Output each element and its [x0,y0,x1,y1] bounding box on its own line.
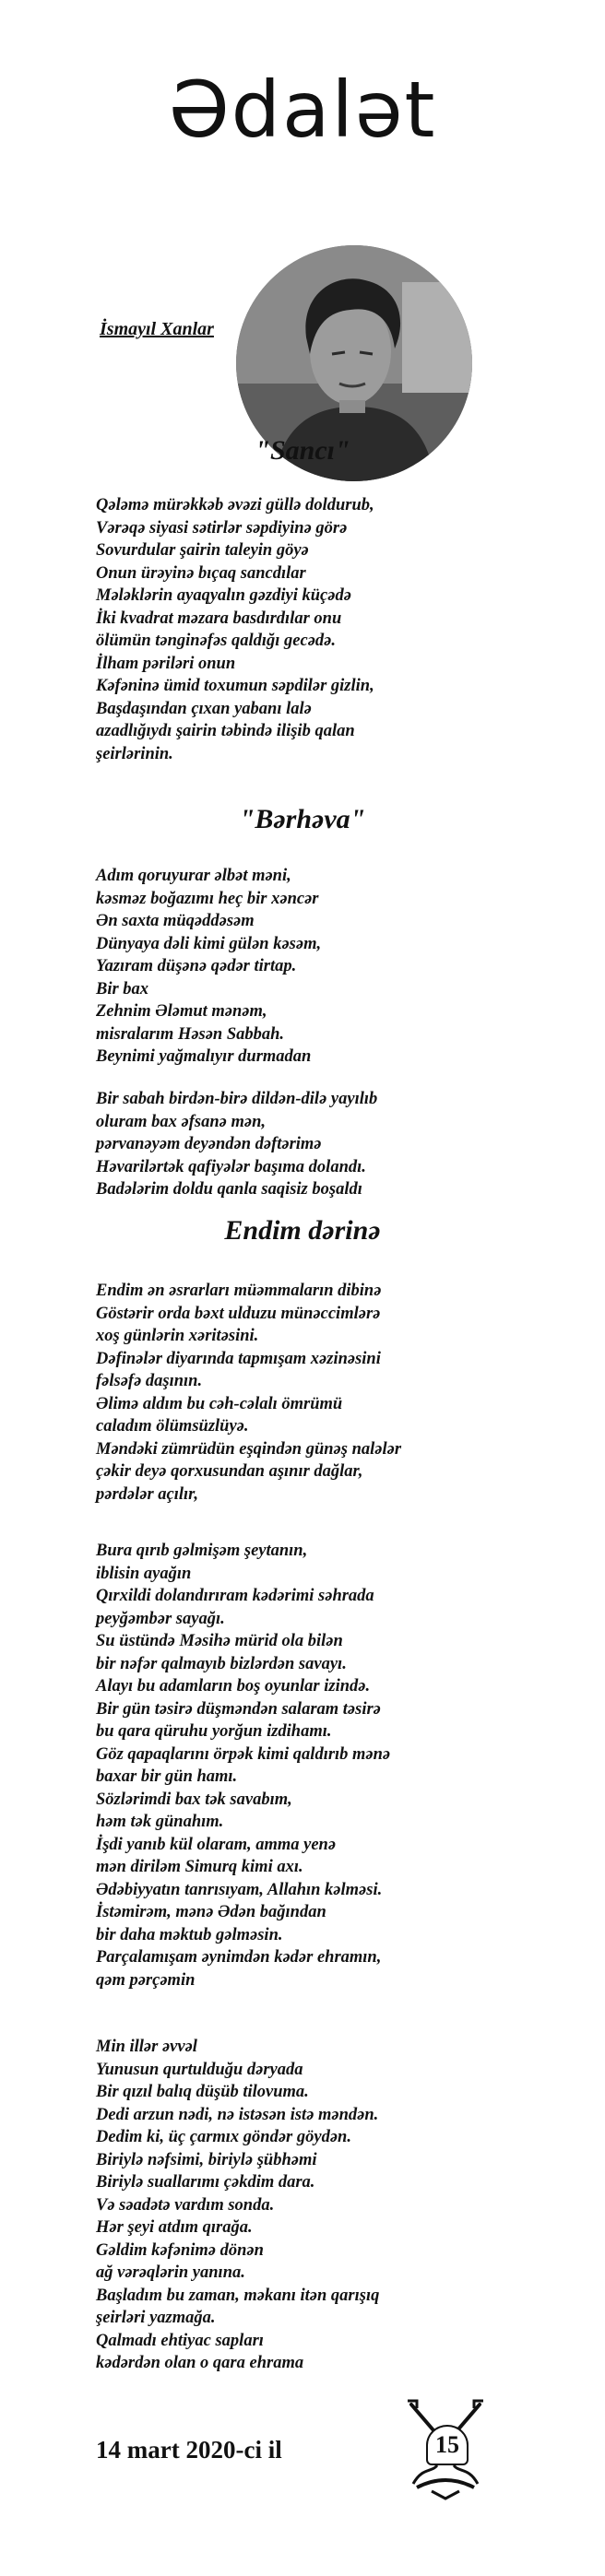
poem-line: İstəmirəm, mənə Ədən bağından [96,1903,326,1921]
poem-line: həm tək günahım. [96,1813,224,1831]
poem-line: Parçalamışam əynimdən kədər ehramın, [96,1948,382,1967]
poem-line: oluram bax əfsanə mən, [96,1112,266,1131]
poem-line: çəkir deyə qorxusundan aşınır dağlar, [96,1462,363,1481]
poem-line: şeirlərinin. [96,744,173,763]
poem-line: bir daha məktub gəlməsin. [96,1925,283,1944]
poem-line: Ədəbiyyatın tanrısıyam, Allahın kəlməsi. [96,1880,383,1899]
poem-line: mən diriləm Simurq kimi axı. [96,1858,303,1876]
poem-line: Başladım bu zaman, məkanı itən qarışıq [96,2286,380,2305]
poem-title-sanci: "Sancı" [255,435,350,466]
poem-line: Qırxildi dolandırıram kədərimi səhrada [96,1587,374,1605]
poem-line: azadlığıydı şairin təbində ilişib qalan [96,722,355,740]
poem-berheva-stanza-1 [96,865,321,1069]
poem-line: Yunusun qurtulduğu dəryada [96,2060,303,2079]
poem-line: Qalmadı ehtiyac sapları [96,2331,264,2350]
poem-line: ağ vərəqlərin yanına. [96,2263,245,2282]
poem-line: qəm pərçəmin [96,1970,196,1990]
poem-line: Biriylə nəfsimi, biriylə şübhəmi [96,2150,317,2169]
masthead-title: Ədalət [168,65,437,155]
poem-line: caladım ölümsüzlüyə. [96,1417,249,1436]
poem-line: ölümün tənginəfəs qaldığı gecədə. [96,632,337,650]
poem-line: Həvarilərtək qafiyələr başıma dolandı. [96,1157,366,1176]
poem-line: Min illər əvvəl [96,2038,197,2056]
poem-line: iblisin ayağın [96,1564,192,1583]
poem-line: Beynimi yağmalıyır durmadan [96,1047,312,1066]
poem-line: Vərəqə siyasi sətirlər səpdiyinə görə [96,518,348,538]
poem-line: Endim ən əsrarları müəmmaların dibinə [96,1282,382,1300]
poem-line: İlham pəriləri onun [96,654,236,673]
poem-line: Kəfəninə ümid toxumun səpdilər gizlin, [96,677,374,695]
poem-line: fəlsəfə daşının. [96,1372,203,1390]
poem-line: Bir sabah birdən-birə dildən-dilə yayılıb [96,1090,378,1108]
author-name: İsmayıl Xanlar [100,319,214,339]
issue-date: 14 mart 2020-ci il [96,2436,282,2464]
poem-line: pərdələr açılır, [96,1484,198,1504]
poem-line: Biriylə suallarımı çəkdim dara. [96,2173,315,2192]
poem-line: misralarım Həsən Sabbah. [96,1024,285,1044]
poem-line: xoş günlərin xəritəsini. [96,1327,259,1345]
poem-line: kəsməz boğazımı heç bir xəncər [96,889,319,908]
poem-line: İşdi yanıb kül olaram, amma yenə [96,1835,337,1854]
poem-line: Mələklərin ayaqyalın gəzdiyi küçədə [96,586,351,605]
poem-line: Zehnim Ələmut mənəm, [96,1002,267,1021]
poem-line: baxar bir gün hamı. [96,1767,238,1786]
poem-line: şeirləri yazmağa. [96,2309,216,2327]
poem-line: Bir gün təsirə düşməndən salaram təsirə [96,1699,381,1719]
poem-line: Bir bax [96,979,149,998]
poem-line: Dedim ki, üç çarmıx göndər göydən. [96,2128,351,2146]
poem-line: Sovurdular şairin taleyin göyə [96,541,309,560]
poem-line: Bura qırıb gəlmişəm şeytanın, [96,1542,308,1560]
poem-line: Su üstündə Məsihə mürid ola bilən [96,1632,343,1650]
poem-line: Dəfinələr diyarında tapmışam xəzinəsini [96,1349,381,1368]
poem-line: Yazıram düşənə qədər tirtap. [96,957,297,975]
poem-line: Dünyaya dəli kimi gülən kəsəm, [96,934,322,953]
poem-line: Başdaşından çıxan yabanı lalə [96,699,312,718]
poem-line: Və səadətə vardım sonda. [96,2195,275,2215]
poem-line: Gəldim kəfənimə dönən [96,2240,264,2260]
poem-line: Göstərir orda bəxt ulduzu münəccimlərə [96,1304,381,1323]
poem-line: Dedi arzun nədi, nə istəsən istə məndən. [96,2105,379,2124]
poem-line: bir nəfər qalmayıb bizlərdən savayı. [96,1654,347,1673]
poem-line: Hər şeyi atdım qırağa. [96,2218,253,2237]
poem-title-endim-derine: Endim dərinə [224,1215,381,1246]
poem-endim-stanza-1 [96,1280,401,1506]
poem-line: Ən saxta müqəddəsəm [96,912,255,930]
poem-berheva-stanza-2 [96,1088,377,1201]
poem-line: Məndəki zümrüdün eşqindən günəş nalələr [96,1439,402,1459]
poem-line: peyğəmbər sayağı. [96,1609,225,1628]
page-number: 15 [426,2425,469,2465]
poem-line: Alayı bu adamların boş oyunlar izində. [96,1677,371,1696]
poem-line: Sözlərimdi bax tək savabım, [96,1790,292,1809]
poem-line: Badələrim doldu qanla saqisiz boşaldı [96,1180,362,1199]
poem-line: İki kvadrat məzara basdırdılar onu [96,609,342,628]
poem-title-berheva: "Bərhəva" [239,804,366,834]
poem-line: Əlimə aldım bu cəh-cəlalı ömrümü [96,1394,343,1413]
poem-line: bu qara qüruhu yorğun izdihamı. [96,1722,332,1741]
poem-endim-stanza-3 [96,2036,379,2375]
poem-line: Adım qoruyurar əlbət məni, [96,867,291,885]
poem-line: kədərdən olan o qara ehrama [96,2354,304,2372]
poem-sanci-stanza-1 [96,494,374,765]
poem-line: Göz qapaqlarını örpək kimi qaldırıb mənə [96,1744,391,1764]
poem-line: Onun ürəyinə bıçaq sancdılar [96,563,306,583]
poem-line: Bir qızıl balıq düşüb tilovuma. [96,2083,309,2101]
poem-line: Qələmə mürəkkəb əvəzi güllə doldurub, [96,496,374,514]
poem-endim-stanza-2 [96,1540,390,1991]
poem-line: pərvanəyəm deyəndən dəftərimə [96,1135,322,1153]
